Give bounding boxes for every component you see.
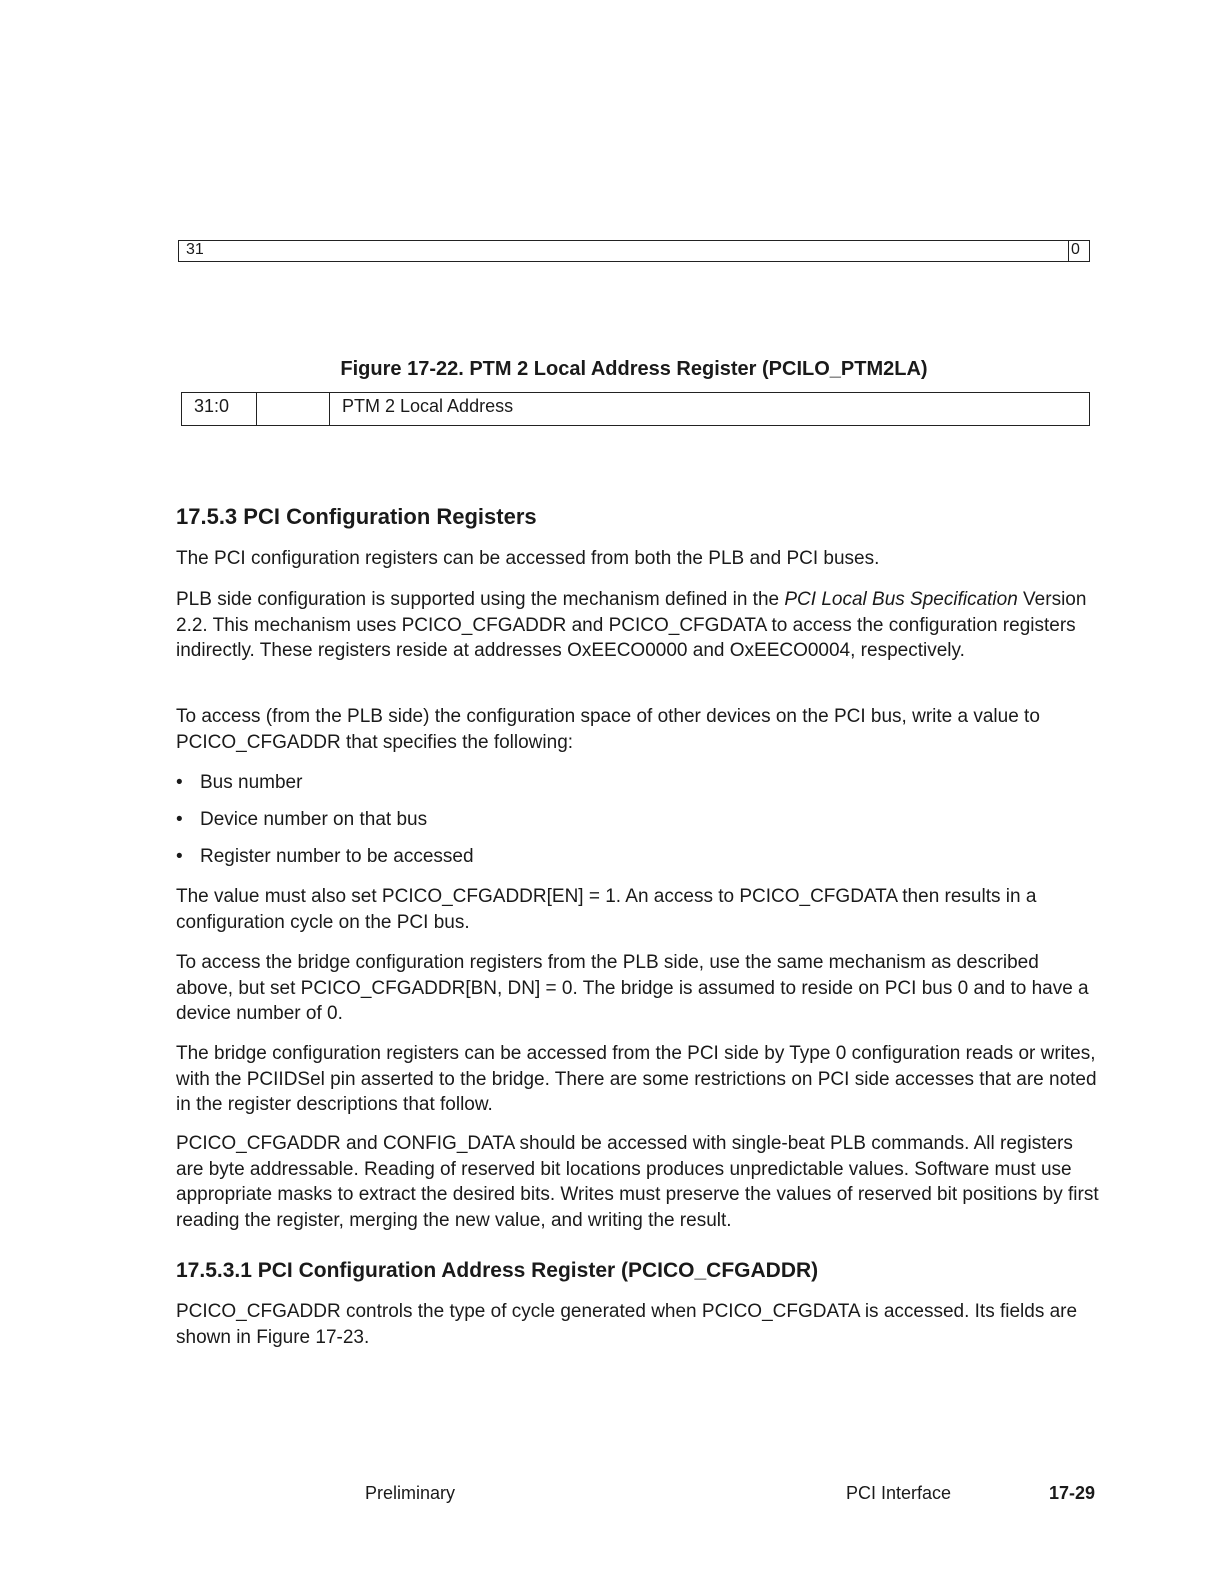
section-paragraph-5: To access the bridge configuration registers from the PLB side, use the same mechanism as described above, but set PCICO_CFGADDR[BN, DN] = 0. The bridge is assumed to reside on PCI bus 0 and to have a device number of 0. xyxy=(176,952,1089,1024)
register-bit-high: 31 xyxy=(186,241,204,258)
list-item: • Device number on that bus xyxy=(176,809,428,830)
list-item-text: Device number on that bus xyxy=(200,809,428,830)
register-bit-divider xyxy=(1068,240,1069,262)
section-heading: 17.5.3 PCI Configuration Registers xyxy=(176,504,537,529)
footer-page-number: 17-29 xyxy=(1049,1483,1096,1503)
list-item-text: Bus number xyxy=(200,772,303,793)
list-item: • Bus number xyxy=(176,772,303,793)
figure-caption: Figure 17-22. PTM 2 Local Address Register (PCILO_PTM2LA) xyxy=(340,358,928,380)
footer-status: Preliminary xyxy=(365,1483,456,1503)
field-description: PTM 2 Local Address xyxy=(342,396,514,416)
section-paragraph-1: The PCI configuration registers can be accessed from both the PLB and PCI buses. xyxy=(176,548,880,569)
paragraph-2-text-b: Version 2.2. This mechanism uses PCICO_CFGADDR and PCICO_CFGDATA to access the configuration registers indirectly. These registers reside at addresses OxEECO0000 and OxEECO0004, respectively. xyxy=(176,589,1087,661)
field-bits: 31:0 xyxy=(182,393,257,425)
footer-chapter: PCI Interface xyxy=(846,1483,952,1503)
section-paragraph-3: To access (from the PLB side) the configuration space of other devices on the PCI bus, write a value to PCICO_CFGADDR that specifies the following: xyxy=(176,706,1040,753)
subsection-heading: 17.5.3.1 PCI Configuration Address Register (PCICO_CFGADDR) xyxy=(176,1259,819,1282)
section-paragraph-6: The bridge configuration registers can be accessed from the PCI side by Type 0 configuration reads or writes, with the PCIIDSel pin asserted to the bridge. There are some restrictions on PCI side accesses that are noted in the register descriptions that follow. xyxy=(176,1043,1097,1115)
register-bit-low: 0 xyxy=(1071,241,1080,258)
subsection-paragraph-1: PCICO_CFGADDR controls the type of cycle generated when PCICO_CFGDATA is accessed. Its fields are shown in Figure 17-23. xyxy=(176,1301,1078,1348)
paragraph-2-text-a: PLB side configuration is supported using the mechanism defined in the xyxy=(176,589,785,610)
section-paragraph-7: PCICO_CFGADDR and CONFIG_DATA should be accessed with single-beat PLB commands. All registers are byte addressable. Reading of reserved bit locations produces unpredictable values. Software must use appropriate masks to extract the desired bits. Writes must preserve the values of reserved bit positions by first reading the register, merging the new value, and writing the result. xyxy=(176,1133,1099,1231)
spec-title: PCI Local Bus Specification xyxy=(784,589,1018,610)
register-bit-diagram xyxy=(178,240,1090,262)
field-name xyxy=(257,393,330,425)
list-item-text: Register number to be accessed xyxy=(200,846,474,867)
section-paragraph-4: The value must also set PCICO_CFGADDR[EN] = 1. An access to PCICO_CFGDATA then results in a configuration cycle on the PCI bus. xyxy=(176,886,1037,933)
field-table xyxy=(181,392,1090,426)
list-item: • Register number to be accessed xyxy=(176,846,474,867)
section-paragraph-2 xyxy=(176,587,1101,664)
